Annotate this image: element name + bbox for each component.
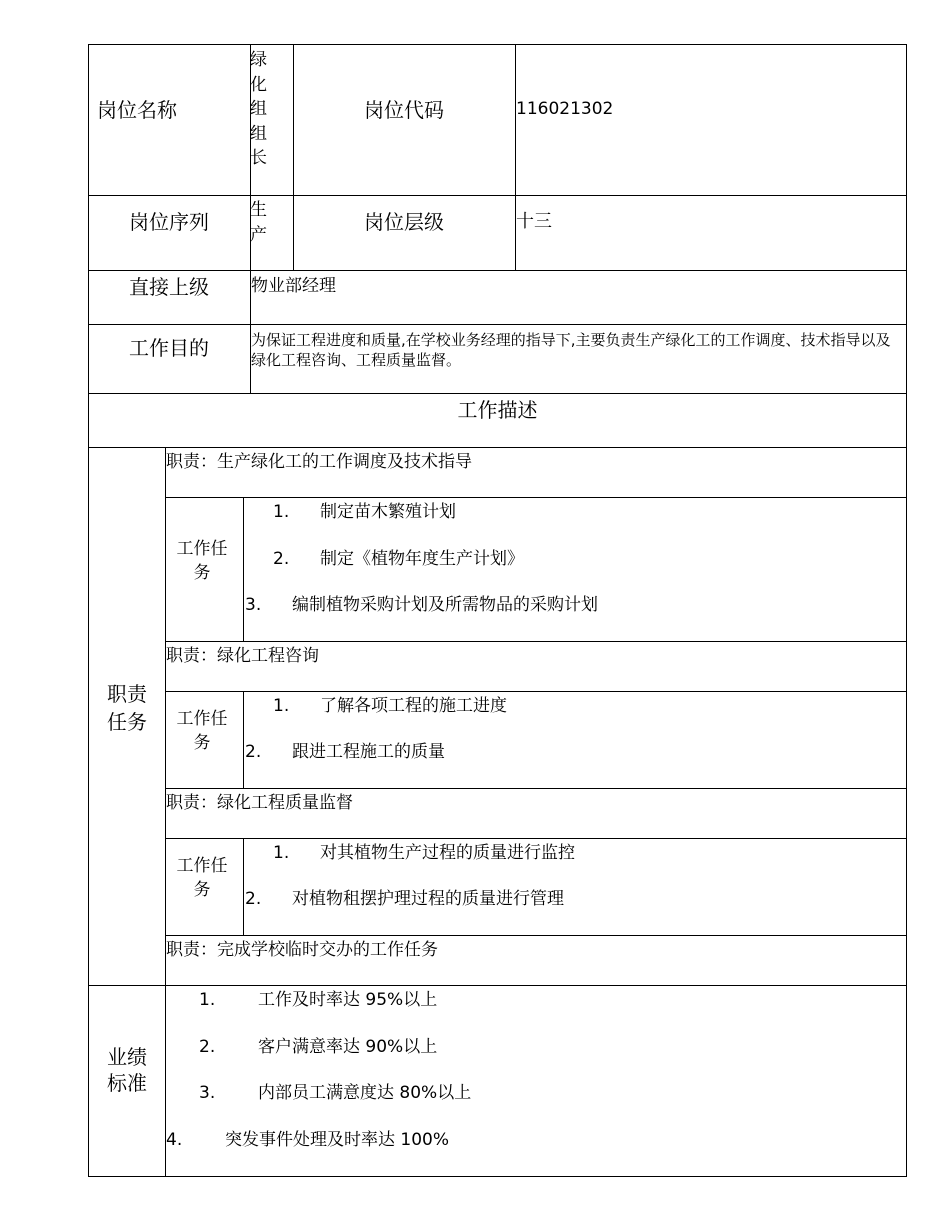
purpose-value: 为保证工程进度和质量,在学校业务经理的指导下,主要负责生产绿化工的工作调度、技术指导以及绿化工程咨询、工程质量监督。 — [251, 331, 891, 369]
sequence-value: 生产 — [250, 200, 267, 245]
task-text: 制定苗木繁殖计划 — [320, 502, 456, 522]
level-value: 十三 — [516, 211, 552, 232]
duties-label: 职责任务 — [107, 682, 147, 734]
task-number: 2. — [245, 889, 262, 909]
purpose-label: 工作目的 — [129, 336, 209, 360]
position-name-label: 岗位名称 — [97, 98, 177, 122]
duty-title: 职责：绿化工程质量监督 — [166, 793, 353, 813]
task-label: 工作任务 — [176, 539, 228, 583]
task-text: 制定《植物年度生产计划》 — [320, 549, 524, 569]
performance-number: 3. — [199, 1083, 216, 1103]
duty-title: 职责：绿化工程咨询 — [166, 646, 319, 666]
task-text: 对植物租摆护理过程的质量进行管理 — [292, 889, 564, 909]
task-number: 1. — [273, 696, 290, 716]
task-number: 3. — [245, 595, 262, 615]
task-text: 编制植物采购计划及所需物品的采购计划 — [292, 595, 598, 615]
task-number: 2. — [245, 742, 262, 762]
duty-title: 职责：完成学校临时交办的工作任务 — [166, 940, 438, 960]
performance-text: 突发事件处理及时率达 100% — [225, 1130, 450, 1150]
task-number: 1. — [273, 843, 290, 863]
duty-title: 职责：生产绿化工的工作调度及技术指导 — [166, 452, 472, 472]
performance-label: 业绩标准 — [107, 1045, 147, 1095]
position-name-value: 绿化组组长 — [250, 50, 267, 168]
task-number: 2. — [273, 549, 290, 569]
task-label: 工作任务 — [176, 709, 228, 753]
performance-number: 2. — [199, 1037, 216, 1057]
task-number: 1. — [273, 502, 290, 522]
level-label: 岗位层级 — [364, 210, 444, 234]
sequence-label: 岗位序列 — [129, 210, 209, 234]
performance-text: 客户满意率达 90%以上 — [258, 1037, 438, 1057]
task-text: 跟进工程施工的质量 — [292, 742, 445, 762]
supervisor-value: 物业部经理 — [251, 276, 336, 296]
performance-text: 工作及时率达 95%以上 — [258, 990, 438, 1010]
supervisor-label: 直接上级 — [129, 275, 209, 299]
performance-number: 4. — [166, 1130, 183, 1150]
position-code-label: 岗位代码 — [364, 98, 444, 122]
task-text: 对其植物生产过程的质量进行监控 — [320, 843, 575, 863]
performance-number: 1. — [199, 990, 216, 1010]
task-label: 工作任务 — [176, 856, 228, 900]
task-text: 了解各项工程的施工进度 — [320, 696, 507, 716]
performance-text: 内部员工满意度达 80%以上 — [258, 1083, 472, 1103]
description-title: 工作描述 — [457, 398, 538, 422]
position-code-value: 116021302 — [516, 99, 614, 119]
